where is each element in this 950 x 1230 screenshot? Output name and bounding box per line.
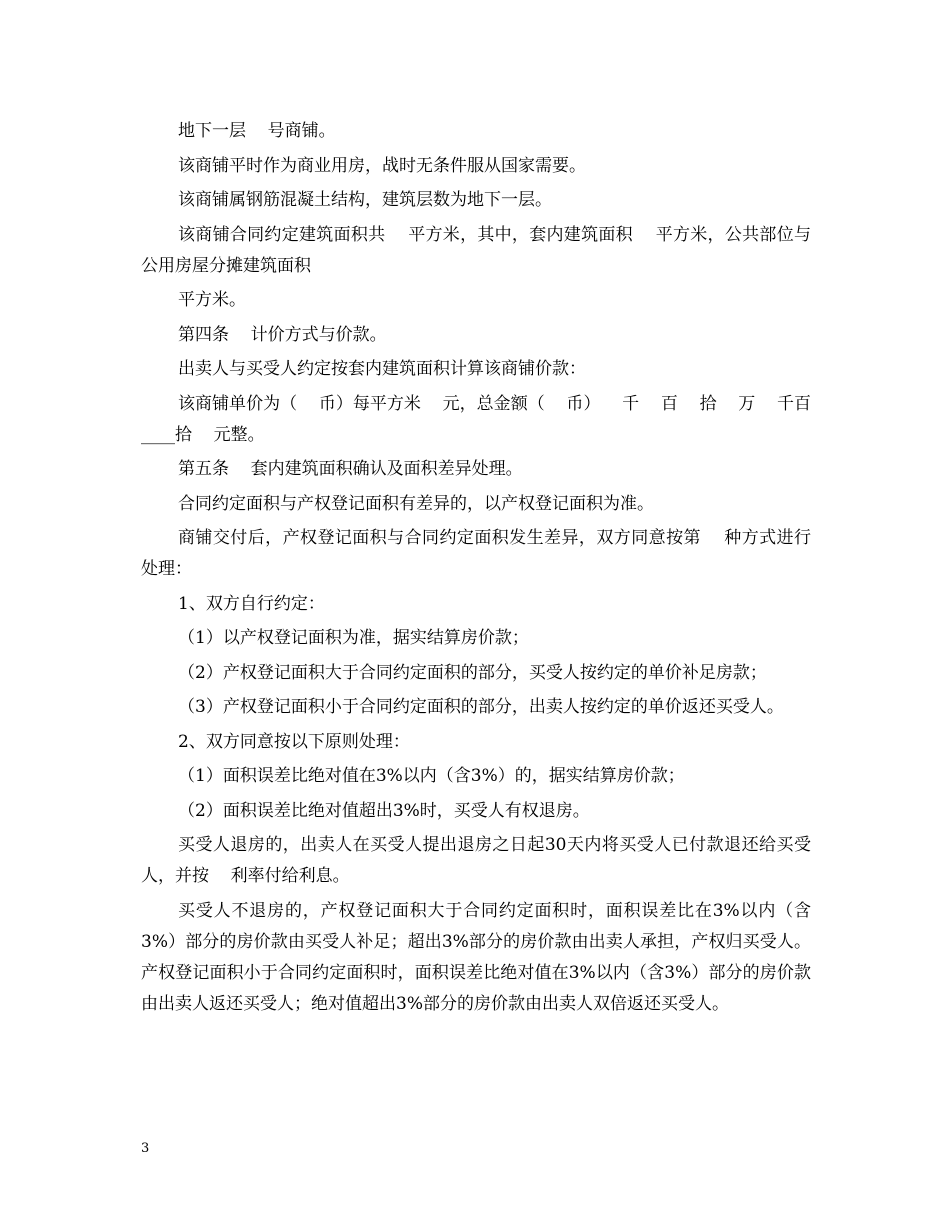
paragraph-shop-structure: 该商铺属钢筋混凝土结构，建筑层数为地下一层。 bbox=[178, 190, 552, 210]
paragraph-option-2: 2、双方同意按以下原则处理： bbox=[178, 731, 410, 752]
paragraph-option-1-item-2: （2）产权登记面积大于合同约定面积的部分，买受人按约定的单价补足房款； bbox=[178, 662, 767, 683]
paragraph-pricing-method: 出卖人与买受人约定按套内建筑面积计算该商铺价款： bbox=[178, 359, 586, 379]
document-body bbox=[141, 116, 811, 1023]
paragraph-shop-usage: 该商铺平时作为商业用房，战时无条件服从国家需要。 bbox=[178, 155, 586, 176]
paragraph-option-2-item-2: （2）面积误差比绝对值超出3%时，买受人有权退房。 bbox=[178, 800, 590, 821]
paragraph-no-refund: 买受人不退房的，产权登记面积大于合同约定面积时，面积误差比在3%以内（含3%）部分的房价款由买受人补足；超出3%部分的房价款由出卖人承担，产权归买受人。产权登记面积小于合同约定面积时，面积误差比绝对值在3%以内（含3%）部分的房价款由出卖人返还买受人；绝对值超出3%部分的房价款由出卖人双倍返还买受人。 bbox=[141, 900, 811, 1014]
paragraph-unit-price-total: 该商铺单价为（ 币）每平方米 元，总金额（ 币） 千 百 拾 万 千百____拾 元整。 bbox=[141, 393, 811, 445]
paragraph-area-difference: 商铺交付后，产权登记面积与合同约定面积发生差异，双方同意按第 种方式进行处理： bbox=[141, 528, 811, 579]
paragraph-refund: 买受人退房的，出卖人在买受人提出退房之日起30天内将买受人已付款退还给买受人，并按 利率付给利息。 bbox=[141, 835, 811, 886]
paragraph-option-1-item-1: （1）以产权登记面积为准，据实结算房价款； bbox=[178, 628, 529, 648]
paragraph-option-1-item-3: （3）产权登记面积小于合同约定面积的部分，出卖人按约定的单价返还买受人。 bbox=[178, 697, 784, 717]
paragraph-area-unit: 平方米。 bbox=[178, 290, 246, 310]
paragraph-area-basis: 合同约定面积与产权登记面积有差异的，以产权登记面积为准。 bbox=[178, 493, 654, 514]
heading-article-5: 第五条 套内建筑面积确认及面积差异处理。 bbox=[178, 459, 523, 479]
heading-article-4: 第四条 计价方式与价款。 bbox=[178, 324, 387, 345]
paragraph-contract-area: 该商铺合同约定建筑面积共 平方米，其中，套内建筑面积 平方米，公共部位与公用房屋分摊建筑面积 bbox=[141, 224, 811, 276]
paragraph-shop-number: 地下一层 号商铺。 bbox=[178, 121, 336, 141]
paragraph-option-2-item-1: （1）面积误差比绝对值在3%以内（含3%）的，据实结算房价款； bbox=[178, 766, 685, 786]
page-number: 3 bbox=[141, 1141, 150, 1156]
paragraph-option-1: 1、双方自行约定： bbox=[178, 593, 325, 614]
